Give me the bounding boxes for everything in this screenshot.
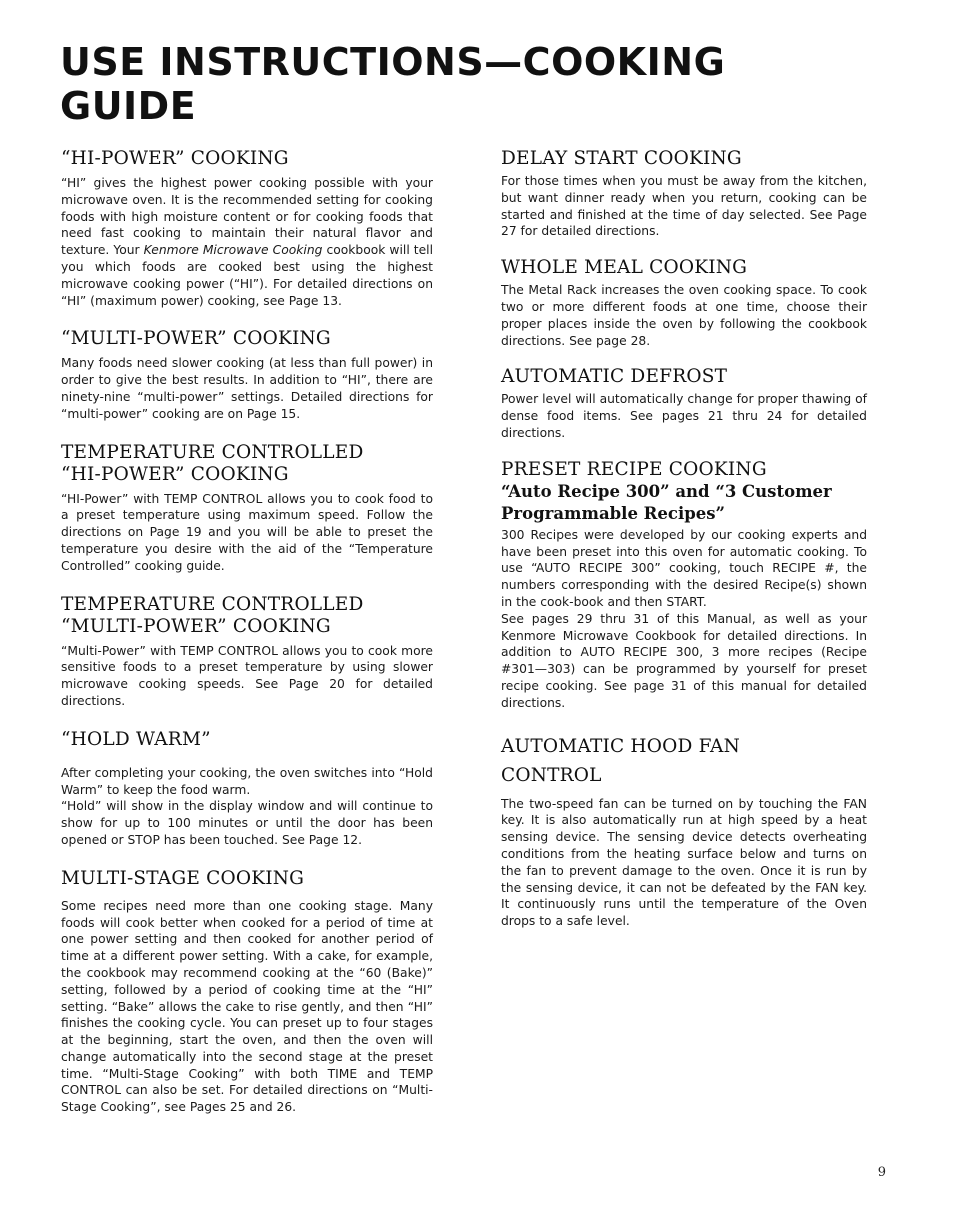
section-hold-warm (61, 729, 433, 849)
heading-line: TEMPERATURE CONTROLLED (61, 593, 364, 615)
section-text: “Hold” will show in the display window and will continue to show for up to 100 minutes or until the door has been opened or STOP has been touched. See Page 12. (61, 799, 433, 847)
section-heading: AUTOMATIC DEFROST (501, 366, 728, 388)
section-heading: PRESET RECIPE COOKING (501, 458, 767, 480)
heading-line: CONTROL (501, 764, 602, 786)
section-text: 300 Recipes were developed by our cooking experts and have been preset into this oven for automatic cooking. To use “AUTO RECIPE 300” cooking, touch RECIPE #, the numbers corresponding with the desired Recipe(s) shown in the cook-book and then START. (501, 527, 867, 609)
section-temp-hi-power (61, 442, 433, 575)
section-heading: MULTI-STAGE COOKING (61, 867, 305, 889)
section-text: “Multi-Power” with TEMP CONTROL allows you to cook more sensitive foods to a preset temperature by using slower microwave cooking speeds. See Page 20 for detailed directions. (61, 643, 433, 708)
heading-line: “HI-POWER” COOKING (61, 463, 289, 485)
cookbook-title: Kenmore Microwave Cooking (143, 243, 323, 258)
section-heading (61, 442, 433, 486)
section-preset-recipe (501, 459, 867, 712)
page-number: 9 (877, 1165, 886, 1180)
section-text: Many foods need slower cooking (at less than full power) in order to give the best results. In addition to “HI”, there are ninety-nine “multi-power” settings. Detailed directions for “multi-power” cooking are on Page 15. (61, 356, 433, 421)
section-text: “HI-Power” with TEMP CONTROL allows you to cook food to a preset temperature using maximum speed. Follow the directions on Page 19 and you will be able to preset the temperature you desire with the aid of the “Temperature Controlled” cooking guide. (61, 491, 433, 573)
section-multi-power (61, 328, 433, 422)
section-text: The Metal Rack increases the oven cooking space. To cook two or more different foods at one time, choose their proper places inside the oven by following the cookbook directions. See page 28. (501, 283, 867, 348)
section-heading (61, 594, 433, 638)
section-text: See pages 29 thru 31 of this Manual, as well as your Kenmore Microwave Cookbook for detailed directions. In addition to AUTO RECIPE 300, 3 more recipes (Recipe #301—303) can be programmed by yourself for preset recipe cooking. See page 31 of this manual for detailed directions. (501, 611, 867, 710)
section-heading: “MULTI-POWER” COOKING (61, 328, 331, 350)
section-automatic-defrost (501, 366, 867, 441)
section-subheading: “Auto Recipe 300” and “3 Customer Programmable Recipes” (501, 481, 832, 523)
heading-line: AUTOMATIC HOOD FAN (501, 735, 740, 757)
heading-line: “MULTI-POWER” COOKING (61, 615, 331, 637)
section-heading: “HI-POWER” COOKING (61, 148, 289, 169)
heading-line: TEMPERATURE CONTROLLED (61, 441, 364, 463)
page-title-line-2: GUIDE (60, 84, 197, 128)
section-text: The two-speed fan can be turned on by touching the FAN key. It is also automatically run at high speed by a heat sensing device. The sensing device detects overheating conditions from the heating surface below and turns on the fan to prevent damage to the oven. Once it is run by the sensing device, it can not be defeated by the FAN key. It continuously runs until the temperature of the Oven drops to a safe level. (501, 796, 867, 929)
section-hi-power (61, 148, 433, 309)
section-text: Some recipes need more than one cooking stage. Many foods will cook better when cooked for a period of time at one power setting and then cooked for another period of time at a different power setting. With a cake, for example, the cookbook may recommend cooking at the “60 (Bake)” setting, followed by a period of cooking time at the “HI” setting. “Bake” allows the cake to rise gently, and then “HI” finishes the cooking cycle. You can preset up to four stages at the beginning, start the oven, and then the oven will change automatically into the second stage at the preset time. “Multi-Stage Cooking” with both TIME and TEMP CONTROL can also be set. For detailed directions on “Multi-Stage Cooking”, see Pages 25 and 26. (61, 898, 433, 1115)
section-text: For those times when you must be away from the kitchen, but want dinner ready when you return, cooking can be started and finished at the time of day selected. See Page 27 for detailed directions. (501, 174, 867, 239)
section-text (61, 175, 433, 309)
section-temp-multi-power (61, 594, 433, 710)
section-hood-fan (501, 732, 867, 930)
text-run: cookbook will tell you which foods are cooked best using the highest microwave cooking power (“HI”). For detailed directions on “HI” (maximum power) cooking, see Page 13. (61, 243, 433, 308)
text-run: “HI” gives the highest power cooking possible with your microwave oven. It is the recommended setting for cooking foods with high moisture content or for cooking foods that need fast cooking to maintain their natural flavor and texture. Your (61, 176, 433, 258)
section-whole-meal (501, 257, 867, 349)
section-delay-start (501, 148, 867, 240)
page-title-line-1: USE INSTRUCTIONS—COOKING (60, 40, 726, 84)
section-text: Power level will automatically change for proper thawing of dense food items. See pages 21 thru 24 for detailed directions. (501, 392, 867, 440)
page-title (60, 40, 920, 128)
section-heading: WHOLE MEAL COOKING (501, 257, 748, 279)
section-heading: “HOLD WARM” (61, 728, 211, 750)
section-heading (501, 732, 867, 790)
section-multi-stage (61, 868, 433, 1116)
section-text: After completing your cooking, the oven switches into “Hold Warm” to keep the food warm. (61, 765, 433, 797)
right-column (501, 148, 867, 930)
section-heading: DELAY START COOKING (501, 148, 742, 169)
left-column (61, 148, 433, 1116)
